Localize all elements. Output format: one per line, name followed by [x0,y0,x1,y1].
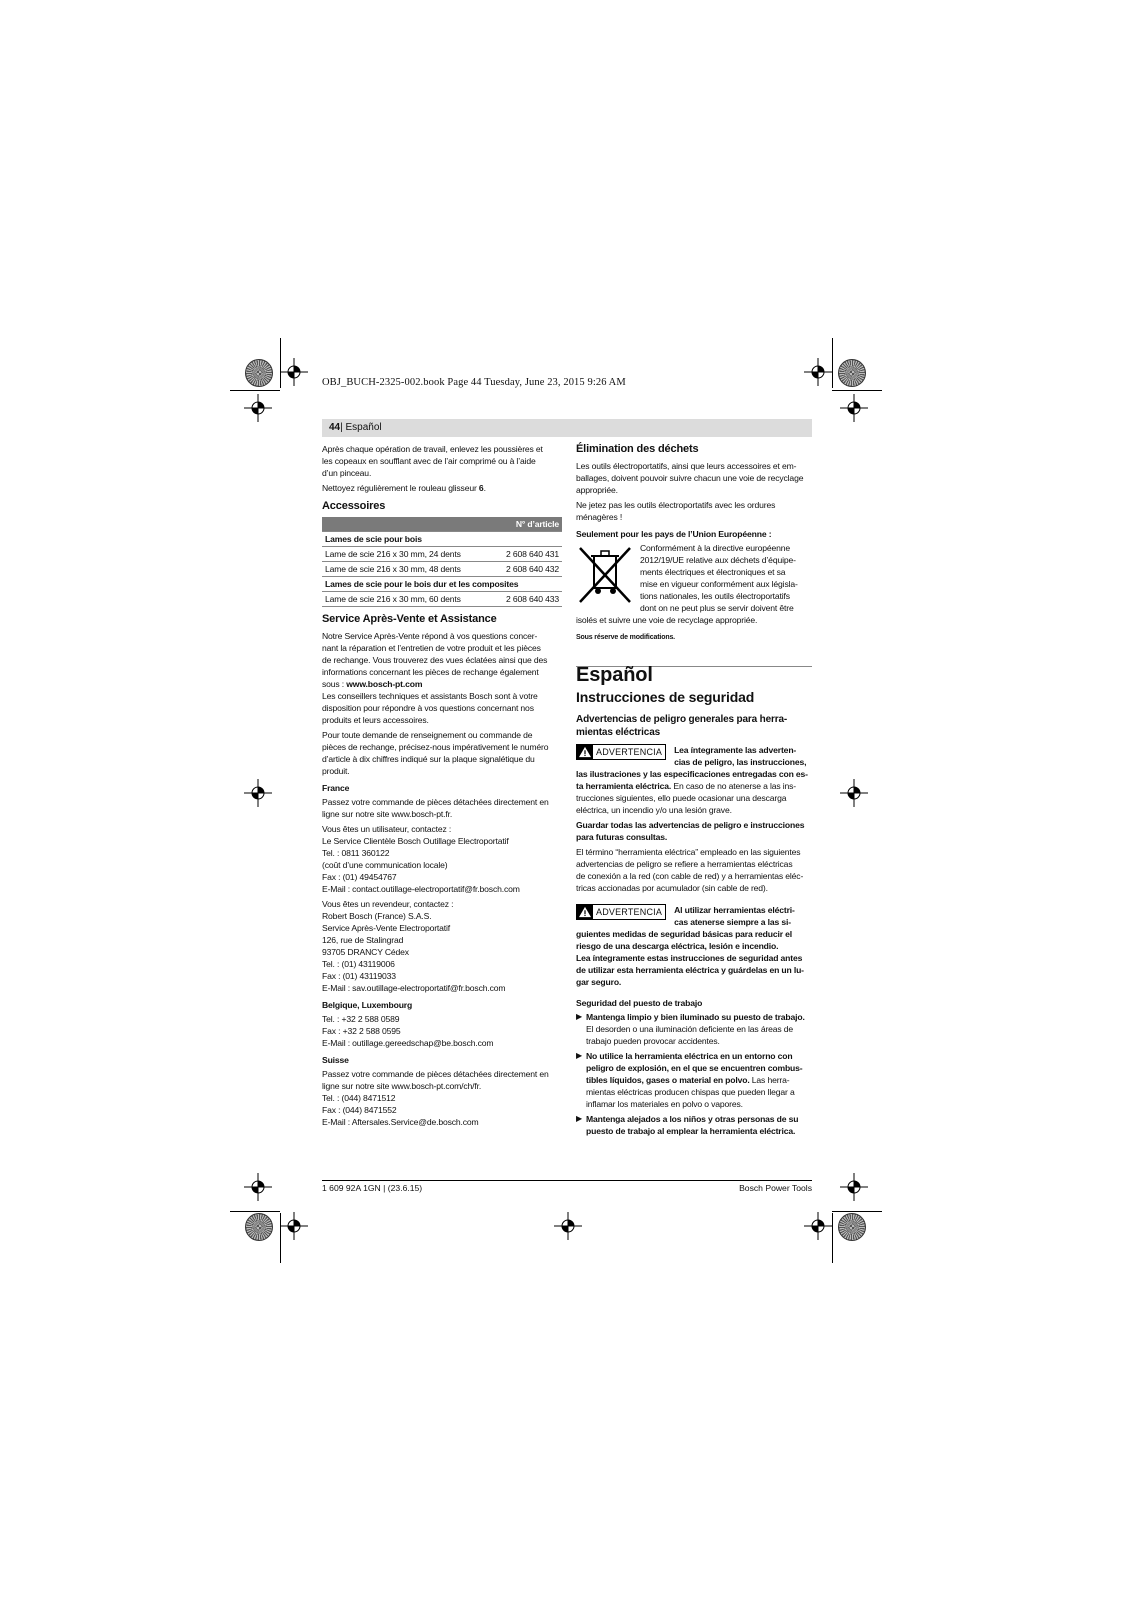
text-line: de conexión a la red (con cable de red) y a herramientas eléc- [576,871,804,881]
safety-title: Instrucciones de seguridad [576,689,755,705]
intro-paragraph [322,443,562,479]
text-line: trabajo pueden provocar accidentes. [586,1036,720,1046]
warning-label: ADVERTENCIA [596,907,663,917]
text-line: Passez votre commande de pièces détachées directement en [322,797,549,807]
disposal-paragraph [576,499,812,523]
page-number: 44 [329,422,341,433]
text-line: El término “herramienta eléctrica” empleado en las siguientes [576,847,801,857]
text-line: Vous êtes un revendeur, contactez : [322,899,454,909]
switzerland-contact [322,1068,562,1128]
text-line: produit. [322,766,350,776]
text-line: Tel. : 0811 360122 [322,848,390,858]
text: tibles líquidos, gases o material en polvo. [586,1075,750,1085]
text-line: dont on ne peut plus se servir doivent être [640,603,794,613]
text: . [483,483,486,493]
text: sous : [322,679,347,689]
crossed-bin-icon [576,544,634,608]
table-cell: 2 608 640 431 [491,547,562,562]
crosshair-icon [280,358,308,386]
text-line: cias de peligro, las instrucciones, [674,757,807,767]
text-line: Advertencias de peligro generales para herra- [576,714,788,725]
text-line: Le Service Clientèle Bosch Outillage Electroportatif [322,836,509,846]
keep-instructions [576,819,812,843]
france-paragraph [322,796,562,820]
trim-line [832,390,882,391]
table-cell: Lame de scie 216 x 30 mm, 48 dents [322,562,491,577]
text: ta herramienta eléctrica. [576,781,672,791]
registration-disc-icon [838,359,866,387]
text-line: d’un pinceau. [322,468,372,478]
cleaning-note [322,482,562,494]
text-line: para futuras consultas. [576,832,668,842]
trim-line [832,1211,882,1212]
print-slug: OBJ_BUCH-2325-002.book Page 44 Tuesday, June 23, 2015 9:26 AM [322,377,626,388]
belgium-contact [322,1013,562,1049]
accessories-table [322,517,562,607]
crosshair-icon [280,1212,308,1240]
text-line: Fax : (044) 8471552 [322,1105,397,1115]
text-line: cas atenerse siempre a las si- [674,917,791,927]
text-line: mise en vigueur conformément aux législa- [640,579,798,589]
warning-side-text [674,744,806,768]
eu-paragraph-end: isolés et suivre une voie de recyclage appropriée. [576,615,758,625]
text-line: Fax : (01) 43119033 [322,971,396,981]
text-line [576,780,812,792]
trim-line [832,338,833,388]
text-line: 126, rue de Stalingrad [322,935,404,945]
table-group: Lames de scie pour bois [322,532,562,547]
text: Nettoyez régulièrement le rouleau glisseur [322,483,479,493]
footer-doc-id: 1 609 92A 1GN | (23.6.15) [322,1183,423,1193]
text-line: E-Mail : contact.outillage-electroportatif@fr.bosch.com [322,884,520,894]
trim-line [230,390,280,391]
text-line: Notre Service Après-Vente répond à vos questions concer- [322,631,538,641]
text-line: Guardar todas las advertencias de peligro e instrucciones [576,820,805,830]
arrow-bullet-icon: ▶ [576,1114,583,1123]
text-line: Pour toute demande de renseignement ou commande de [322,730,533,740]
warning-triangle-icon [577,745,593,759]
text-line: gar seguro. [576,977,622,987]
text-line: Tel. : (044) 8471512 [322,1093,396,1103]
text-line [322,678,562,690]
text-line: ménagères ! [576,512,623,522]
text-line: inflamar los materiales en polvo o vapores. [586,1099,743,1109]
text-line: Ne jetez pas les outils électroportatifs avec les ordures [576,500,776,510]
france-heading: France [322,783,350,793]
text-line: Mantenga alejados a los niños y otras personas de su [586,1114,799,1124]
disposal-heading: Élimination des déchets [576,443,699,455]
text-line: de rechange. Vous trouverez des vues éclatées ainsi que des [322,655,548,665]
text-line: ligne sur notre site www.bosch-pt.com/ch/fr. [322,1081,482,1091]
workplace-heading: Seguridad del puesto de trabajo [576,998,703,1008]
crosshair-icon [804,358,832,386]
page-section: | Español [340,422,382,433]
table-cell: 2 608 640 433 [491,592,562,607]
warning-block [576,904,812,988]
text-line: El desorden o una iluminación deficiente en las áreas de [586,1024,794,1034]
footer-brand: Bosch Power Tools [739,1183,812,1193]
text-line: informations concernant les pièces de rechange également [322,667,539,677]
text-line: tions nationales, les outils électroportatifs [640,591,790,601]
france-dealer-contact [322,898,562,994]
language-title: Español [576,664,653,686]
text-line: Fax : +32 2 588 0595 [322,1026,401,1036]
text-line: ligne sur notre site www.bosch-pt.fr. [322,809,453,819]
table-header: N° d’article [322,517,562,532]
table-cell: 2 608 640 432 [491,562,562,577]
text-line: trucciones siguientes, ello puede ocasionar una descarga [576,793,787,803]
crosshair-icon [804,1212,832,1240]
right-column [576,443,812,1137]
table-row [322,562,562,577]
weee-block [576,542,812,614]
website-link[interactable]: www.bosch-pt.com [346,679,423,689]
text-line: No utilice la herramienta eléctrica en un entorno con [586,1051,793,1061]
trim-line [280,1213,281,1263]
warning-badge [576,904,666,920]
text-line [586,1074,812,1086]
text-line: riesgo de una descarga eléctrica, lesión e incendio. [576,941,779,951]
text-line: Conformément à la directive européenne [640,543,791,553]
text-line: mientas eléctricas producen chispas que pueden llegar a [586,1087,795,1097]
registration-disc-icon [838,1213,866,1241]
text-line: Tel. : +32 2 588 0589 [322,1014,400,1024]
text-line: Fax : (01) 49454767 [322,872,397,882]
text-line: Après chaque opération de travail, enlevez les poussières et [322,444,543,454]
trim-line [832,1213,833,1263]
table-cell: Lame de scie 216 x 30 mm, 60 dents [322,592,491,607]
warning-triangle-icon [577,905,593,919]
france-user-contact [322,823,562,895]
text-line: pièces de rechange, précisez-nous impérativement le numéro [322,742,549,752]
disposal-paragraph [576,460,812,496]
text-line: (coût d’une communication locale) [322,860,448,870]
crosshair-icon [840,394,868,422]
trim-line [280,338,281,388]
belgium-heading: Belgique, Luxembourg [322,1000,413,1010]
page-header [322,419,812,437]
crosshair-icon [244,394,272,422]
service-paragraph [322,630,562,726]
text-line: E-Mail : outillage.gereedschap@be.bosch.com [322,1038,494,1048]
bullet-item [576,1113,812,1137]
text-line: Tel. : (01) 43119006 [322,959,395,969]
text-line: disposition pour répondre à vos questions concernant nos [322,703,534,713]
text-line: eléctrica, un incendio y/o una lesión grave. [576,805,732,815]
text-line: puesto de trabajo al emplear la herramienta eléctrica. [586,1126,796,1136]
text-line: peligro de explosión, en el que se encuentren combus- [586,1063,803,1073]
service-paragraph [322,729,562,777]
text-line: ments électriques et électroniques et sa [640,567,786,577]
text-line: Passez votre commande de pièces détachées directement en [322,1069,549,1079]
warning-side-text [674,904,795,928]
left-column [322,443,562,1131]
warning-badge [576,744,666,760]
term-definition [576,846,812,894]
text-line: d’article à dix chiffres indiqué sur la plaque signalétique du [322,754,535,764]
service-heading: Service Après-Vente et Assistance [322,613,497,625]
text-line: Les conseillers techniques et assistants Bosch sont à votre [322,691,538,701]
arrow-bullet-icon: ▶ [576,1012,583,1021]
crosshair-icon [554,1212,582,1240]
text-line: de utilizar esta herramienta eléctrica y guárdelas en un lu- [576,965,804,975]
text-line: Service Après-Vente Electroportatif [322,923,451,933]
text-line: nant la réparation et l’entretien de votre produit et les pièces [322,643,541,653]
text: En caso de no atenerse a las ins- [671,781,796,791]
bullet-item [576,1050,812,1110]
text-line: Lea íntegramente estas instrucciones de seguridad antes [576,953,803,963]
text-line: 2012/19/UE relative aux déchets d’équipe- [640,555,796,565]
switzerland-heading: Suisse [322,1055,349,1065]
text-line: 93705 DRANCY Cédex [322,947,409,957]
text-line: tricas accionadas por acumulador (sin cable de red). [576,883,768,893]
reservation-note: Sous réserve de modifications. [576,634,675,641]
crosshair-icon [244,779,272,807]
text: Las herra- [749,1075,790,1085]
arrow-bullet-icon: ▶ [576,1051,583,1060]
text-line: ballages, doivent pouvoir suivre chacun une voie de recyclage [576,473,804,483]
part-number: 6 [478,483,484,493]
registration-disc-icon [245,359,273,387]
text-line: appropriée. [576,485,618,495]
eu-heading: Seulement pour les pays de l’Union Européenne : [576,529,772,539]
footer-rule [322,1180,812,1181]
text-line: Lea íntegramente las adverten- [674,745,797,755]
table-row [322,547,562,562]
warning-block [576,744,812,816]
warning-label: ADVERTENCIA [596,747,663,757]
text-line: guientes medidas de seguridad básicas para reducir el [576,929,793,939]
trim-line [230,1211,280,1212]
text-line: advertencias de peligro se refiere a herramientas eléctricas [576,859,793,869]
registration-disc-icon [245,1213,273,1241]
text-line: las ilustraciones y las especificaciones entregadas con es- [576,769,808,779]
text-line: les copeaux en soufflant avec de l’air comprimé ou à l’aide [322,456,536,466]
text-line: mientas eléctricas [576,727,661,738]
text-line: Vous êtes un utilisateur, contactez : [322,824,452,834]
general-warnings-heading [576,713,812,739]
table-group: Lames de scie pour le bois dur et les composites [322,577,562,592]
text-line: Al utilizar herramientas eléctri- [674,905,795,915]
text-line: Les outils électroportatifs, ainsi que leurs accessoires et em- [576,461,797,471]
table-row [322,592,562,607]
text-line: Mantenga limpio y bien iluminado su puesto de trabajo. [586,1012,805,1022]
accessories-heading: Accessoires [322,500,386,512]
bullet-item [576,1011,812,1047]
crosshair-icon [840,779,868,807]
table-cell: Lame de scie 216 x 30 mm, 24 dents [322,547,491,562]
text-line: E-Mail : Aftersales.Service@de.bosch.com [322,1117,479,1127]
crosshair-icon [840,1173,868,1201]
text-line: produits et leurs accessoires. [322,715,429,725]
crosshair-icon [244,1173,272,1201]
eu-paragraph [640,542,812,614]
text-line: Robert Bosch (France) S.A.S. [322,911,432,921]
text-line: E-Mail : sav.outillage-electroportatif@fr.bosch.com [322,983,506,993]
